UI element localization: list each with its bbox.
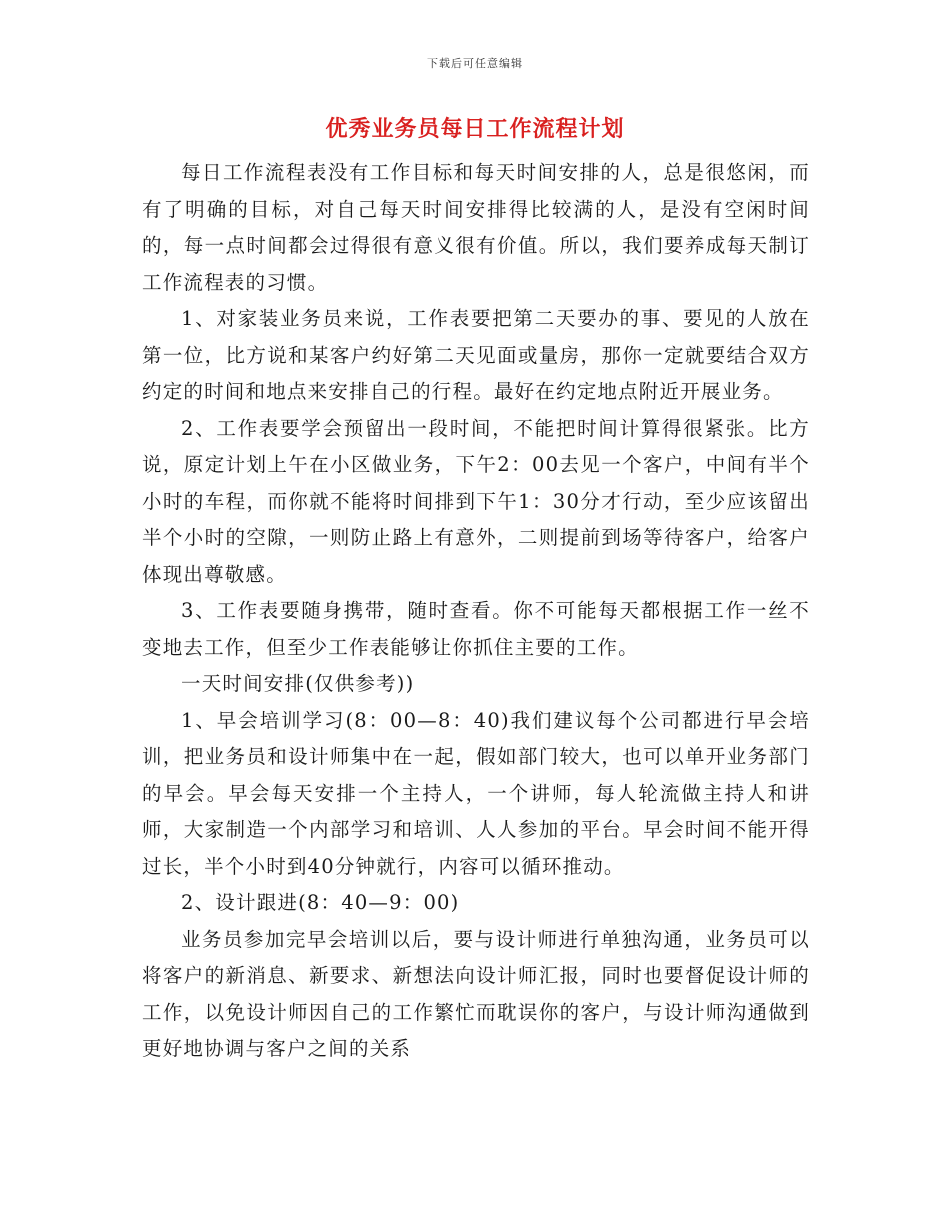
document-title: 优秀业务员每日工作流程计划 — [325, 117, 625, 142]
section-heading-schedule: 一天时间安排(仅供参考)) — [181, 672, 415, 695]
header-note: 下载后可任意编辑 — [427, 57, 523, 70]
section-heading-design-followup: 2、设计跟进(8：40—9：00) — [181, 891, 460, 914]
paragraph-morning-meeting: 1、早会培训学习(8：00—8：40)我们建议每个公司都进行早会培训，把业务员和设计师集中在一起，假如部门较大，也可以单开业务部门的早会。早会每天安排一个主持人，一个讲师，每人轮流做主持人和讲师，大家制造一个内部学习和培训、人人参加的平台。早会时间不能开得过长，半个小时到40分钟就行，内容可以循环推动。 — [142, 708, 810, 878]
paragraph-point-3: 3、工作表要随身携带，随时查看。你不可能每天都根据工作一丝不变地去工作，但至少工作表能够让你抓住主要的工作。 — [142, 599, 810, 659]
paragraph-point-1: 1、对家装业务员来说，工作表要把第二天要办的事、要见的人放在第一位，比方说和某客户约好第二天见面或量房，那你一定就要结合双方约定的时间和地点来安排自己的行程。最好在约定地点附近开展业务。 — [142, 307, 810, 403]
paragraph-point-2: 2、工作表要学会预留出一段时间，不能把时间计算得很紧张。比方说，原定计划上午在小区做业务，下午2：00去见一个客户，中间有半个小时的车程，而你就不能将时间排到下午1：30分才行动，至少应该留出半个小时的空隙，一则防止路上有意外，二则提前到场等待客户，给客户体现出尊敬感。 — [142, 416, 810, 586]
document-body — [142, 155, 810, 1068]
paragraph-intro: 每日工作流程表没有工作目标和每天时间安排的人，总是很悠闲，而有了明确的目标，对自己每天时间安排得比较满的人，是没有空闲时间的，每一点时间都会过得很有意义很有价值。所以，我们要养成每天制订工作流程表的习惯。 — [142, 161, 810, 294]
paragraph-design-followup: 业务员参加完早会培训以后，要与设计师进行单独沟通，业务员可以将客户的新消息、新要求、新想法向设计师汇报，同时也要督促设计师的工作，以免设计师因自己的工作繁忙而耽误你的客户，与设计师沟通做到更好地协调与客户之间的关系 — [142, 927, 810, 1060]
